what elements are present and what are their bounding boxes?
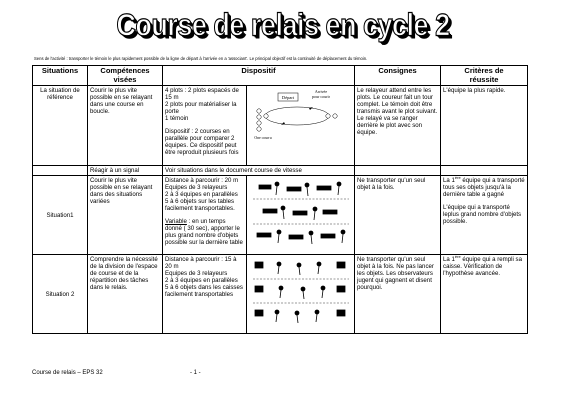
header-criteres-line2: réussite [469, 74, 499, 84]
runner-marker [333, 114, 337, 118]
table-icon [287, 187, 301, 191]
runner-body [283, 210, 284, 219]
dispositif-line: 2 plots pour matérialiser la porte [165, 101, 237, 115]
variable-line [165, 218, 244, 246]
runner-figure [277, 262, 281, 266]
competence-cell: Courir le plus vite possible en se relayant dans une course en boucle. [88, 86, 163, 166]
runner-figure [317, 262, 321, 266]
dispositif-line: Distance à parcourir : 15 à 20 m [165, 256, 237, 270]
page-title: Course de relais en cycle 2 [116, 7, 450, 43]
runner-figure [315, 310, 319, 314]
dispositif-line: 2 à 3 équipes en parallèles [165, 191, 238, 198]
footer-page-number: - 1 - [190, 370, 201, 376]
runner-body [276, 186, 277, 195]
runner-figure [313, 207, 317, 211]
box-icon [337, 310, 345, 316]
runner-body [316, 314, 317, 322]
criteres-cell [441, 255, 528, 334]
runner-body [311, 235, 312, 244]
runner-body [322, 290, 323, 298]
criteres-text: La 1 [443, 177, 455, 184]
situation-cell: Situation1 [33, 176, 88, 255]
runner-marker [257, 121, 261, 125]
runner-figure [321, 286, 325, 290]
table-icon [257, 233, 271, 237]
header-criteres-line1: Critères de [464, 66, 504, 75]
header-competences-line1: Compétences [100, 66, 150, 75]
criteres-cell: L'équipe la plus rapide. [441, 86, 528, 166]
loop-track [265, 107, 329, 125]
criteres-line [443, 177, 525, 198]
dispositif-line: 5 à 6 objets dans les caisses facilement transportables [165, 284, 243, 298]
criteres-sup: ère [454, 175, 461, 180]
runner-marker [257, 115, 261, 119]
table-icon [259, 185, 271, 189]
boxes-relay-illustration [249, 256, 352, 332]
criteres-text: équipe qui a rempli sa caisse. Vérification de l'hypothèse avancée. [443, 256, 522, 277]
activity-table [32, 65, 528, 334]
competence-cell: Comprendre la nécessité de la division de l'espace de course et de la répartition des tâches dans le relais. [88, 255, 163, 334]
runner-figure [309, 231, 313, 235]
header-consignes: Consignes [355, 66, 441, 86]
runner-body [276, 314, 277, 322]
dispositif-cell: Voir situations dans le document course de vitesse [163, 166, 355, 176]
runner-body [278, 266, 279, 274]
table-row [33, 86, 528, 166]
table-row [33, 176, 528, 255]
runner-body [278, 234, 279, 243]
runner-marker [257, 109, 261, 113]
dispositif-illustration-cell [247, 176, 355, 255]
runner-body [314, 211, 315, 220]
dispositif-line: Distance à parcourir : 20 m [165, 177, 239, 184]
box-icon [255, 262, 263, 268]
variable-text: : en un temps donné ( 30 sec), apporter le plus grand nombre d'objets possible sur la dernière table [165, 218, 243, 246]
consignes-cell: Ne transporter qu'un seul objet à la fois. Ne pas lancer les objets. Les observateurs jugent qui gagnent et disent pourquoi. [355, 255, 441, 334]
situation-cell [33, 166, 88, 176]
dispositif-line: 1 témoin [165, 115, 189, 122]
header-dispositif: Dispositif [163, 66, 355, 86]
activity-purpose: Sens de l'activité : transporter le témoin le plus rapidement possible de la ligne de départ à l'arrivée en a 'associant'. Le principal objectif est la continuité de déplacement du témoin. [34, 56, 368, 61]
dispositif-illustration-cell [247, 255, 355, 334]
dispositif-line: Equipes de 3 relayeurs [165, 184, 228, 191]
plot-marker [264, 114, 268, 118]
runner-body [338, 186, 339, 195]
table-row [33, 255, 528, 334]
runner-figure [275, 310, 279, 314]
runner-body [280, 290, 281, 298]
criteres-sup: ère [454, 254, 461, 259]
consignes-cell [355, 166, 441, 176]
arrivee-label-2: pour courir [312, 94, 330, 99]
runner-figure [295, 311, 299, 315]
runner-body [303, 291, 304, 299]
dispositif-line: Dispositif : 2 courses en parallèle pour comparer 2 équipes. Ce dispositif peut être reproduit plusieurs fois [165, 128, 239, 156]
situation-cell: Situation 2 [33, 255, 88, 334]
dispositif-text-cell [163, 255, 247, 334]
dispositif-line: 5 à 6 objets sur les tables facilement transportables. [165, 198, 235, 212]
dispositif-line: Equipes de 3 relayeurs [165, 270, 228, 277]
runner-figure [341, 230, 345, 234]
table-icon [263, 209, 277, 213]
dispositif-line: 4 plots : 2 plots espacés de 15 m [165, 87, 239, 101]
title-banner [0, 7, 566, 48]
table-icon [317, 186, 331, 190]
criteres-text: équipe qui a transporté tous ses objets jusqu'à la dernière table a gagné [443, 177, 525, 198]
competence-cell: Courir le plus vite possible en se relayant dans des situations variées [88, 176, 163, 255]
header-row [33, 66, 528, 86]
table-icon [289, 235, 303, 239]
table-icon [321, 234, 335, 238]
table-icon [323, 210, 337, 214]
runner-figure [301, 287, 305, 291]
runner-figure [279, 286, 283, 290]
runner-figure [297, 263, 301, 267]
table-row [33, 166, 528, 176]
relay-loop-diagram [249, 87, 352, 157]
header-situations: Situations [33, 66, 88, 86]
consignes-cell: Le relayeur attend entre les plots. Le coureur fait un tour complet. Le témoin doit être transmis avant le plot suivant. Le relayé va se ranger derrière le plot avec son équipe. [355, 86, 441, 166]
runner-body [342, 234, 343, 243]
header-competences [88, 66, 163, 86]
depart-label: Départ [281, 95, 295, 100]
footer-doc-name: Course de relais – EPS 32 [32, 370, 103, 376]
runner-body [318, 266, 319, 274]
runner-figure [275, 182, 279, 186]
criteres-text: La 1 [443, 256, 455, 263]
runner-body [299, 267, 300, 275]
runner-figure [277, 230, 281, 234]
one-courru-label: One courru [254, 136, 272, 140]
runner-body [307, 187, 308, 196]
header-competences-line2: visées [113, 74, 137, 84]
criteres-cell [441, 166, 528, 176]
runner-figure [305, 183, 309, 187]
runner-body [297, 315, 298, 323]
box-icon [255, 310, 263, 316]
plot-marker [326, 114, 330, 118]
table-icon [293, 211, 307, 215]
header-criteres [441, 66, 528, 86]
criteres-cell [441, 176, 528, 255]
runner-figure [281, 206, 285, 210]
dispositif-text-cell [163, 176, 247, 255]
dispositif-text-cell [163, 86, 247, 166]
box-icon [255, 286, 263, 292]
competence-cell: Réagir à un signal [88, 166, 163, 176]
tables-relay-illustration [249, 177, 352, 253]
criteres-line: L'équipe qui a transporté leplus grand nombre d'objets possible. [443, 204, 522, 225]
dispositif-diagram-cell [247, 86, 355, 166]
consignes-cell: Ne transporter qu'un seul objet à la fois. [355, 176, 441, 255]
dispositif-line: 2 à 3 équipes en parallèles [165, 277, 238, 284]
box-icon [337, 286, 345, 292]
box-icon [337, 262, 345, 268]
runner-marker [257, 127, 261, 131]
runner-figure [337, 182, 341, 186]
variable-label: Variable [165, 218, 187, 225]
arrivee-label-1: Arrivée [314, 89, 328, 94]
situation-cell: La situation de référence [33, 86, 88, 166]
